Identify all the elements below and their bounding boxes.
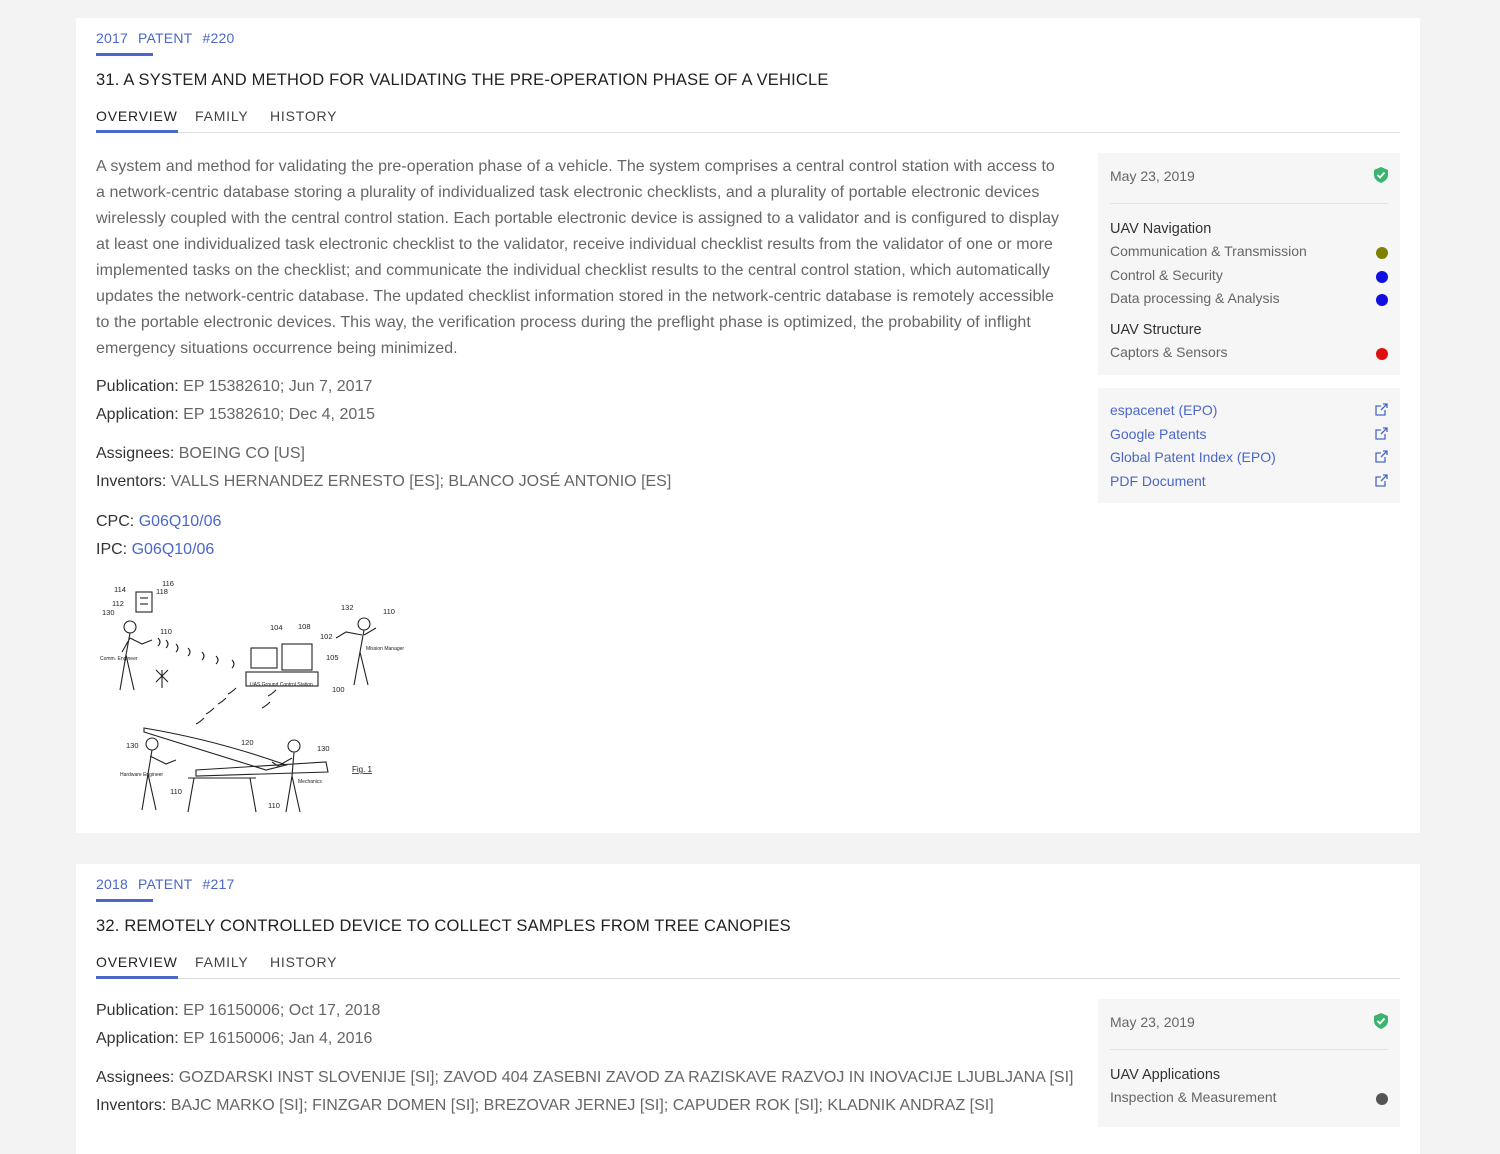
category-item xyxy=(1110,243,1388,259)
patent-kind[interactable]: PATENT xyxy=(138,30,193,46)
meta-underline xyxy=(96,53,153,56)
patent-card xyxy=(76,864,1420,1154)
verified-shield-icon xyxy=(1374,1013,1388,1029)
patent-abstract: A system and method for validating the pre-operation phase of a vehicle. The system comprises a central control station with access to a network-centric database storing a plurality of individualized task electronic checklists, and a plurality of portable electronic devices wirelessly coupled with the central control station. Each portable electronic device is assigned to a validator and is configured to display at least one individualized task electronic checklist to the validator, receive individual checklist results from the validator of one or more implemented tasks on the checklist; and communicate the individual checklist results to the central control station, which automatically updates the network-centric database. The updated checklist information stored in the network-centric database is remotely accessible to the portable electronic devices. This way, the verification process during the preflight phase is optimized, the probability of inflight emergency situations occurrence being minimized. xyxy=(96,158,1060,357)
drawing-label: 108 xyxy=(298,622,311,631)
assignees-label: Assignees: xyxy=(96,445,175,462)
tab-bar xyxy=(96,954,1400,979)
cpc-label: CPC: xyxy=(96,513,135,530)
divider xyxy=(1110,1049,1388,1050)
drawing-fig-caption: Fig. 1 xyxy=(352,765,373,774)
drawing-device-box xyxy=(136,592,152,612)
drawing-label: 100 xyxy=(332,685,345,694)
patent-title: 32. REMOTELY CONTROLLED DEVICE TO COLLECT SAMPLES FROM TREE CANOPIES xyxy=(96,917,791,935)
ipc-field xyxy=(96,541,214,559)
inventors-field xyxy=(96,1097,994,1115)
drawing-person-body xyxy=(336,628,376,685)
patent-card xyxy=(76,18,1420,833)
drawing-person-head xyxy=(288,740,300,752)
inventors-value: BAJC MARKO [SI]; FINZGAR DOMEN [SI]; BREZOVAR JERNEJ [SI]; CAPUDER ROK [SI]; KLADNIK ANDRAZ [SI] xyxy=(170,1097,994,1114)
drawing-drone-small xyxy=(156,670,168,688)
assignees-field xyxy=(96,1069,1073,1087)
assignees-value: BOEING CO [US] xyxy=(178,445,305,462)
category-item xyxy=(1110,1089,1388,1105)
links-box xyxy=(1098,388,1400,503)
inventors-value: VALLS HERNANDEZ ERNESTO [ES]; BLANCO JOSÉ ANTONIO [ES] xyxy=(170,473,672,490)
drawing-person-head xyxy=(124,621,136,633)
drawing-label: 130 xyxy=(126,741,139,750)
category-item-label: Inspection & Measurement xyxy=(1110,1089,1277,1105)
assignees-label: Assignees: xyxy=(96,1069,175,1086)
drawing-uav-stand xyxy=(188,778,256,812)
verified-shield-icon xyxy=(1374,167,1388,183)
drawing-label: 110 xyxy=(383,607,395,616)
ipc-link[interactable]: G06Q10/06 xyxy=(131,541,215,558)
patent-year[interactable]: 2017 xyxy=(96,30,128,46)
application-label: Application: xyxy=(96,1030,179,1047)
category-box xyxy=(1098,153,1400,375)
cpc-field xyxy=(96,513,221,531)
category-dot xyxy=(1376,247,1388,259)
drawing-label: 118 xyxy=(156,587,168,596)
drawing-monitor xyxy=(251,648,277,668)
tab-family[interactable]: FAMILY xyxy=(195,108,249,124)
application-field xyxy=(96,406,375,424)
drawing-person-head xyxy=(358,618,370,630)
drawing-label: 102 xyxy=(320,632,333,641)
category-item xyxy=(1110,344,1388,360)
external-link-icon[interactable] xyxy=(1375,474,1388,487)
drawing-database-box xyxy=(282,644,312,670)
external-link-icon[interactable] xyxy=(1375,427,1388,440)
drawing-label: 116 xyxy=(162,580,174,588)
application-label: Application: xyxy=(96,406,179,423)
link-global-patent-index[interactable] xyxy=(1110,449,1388,465)
patent-meta xyxy=(96,30,240,46)
drawing-waves-down xyxy=(196,688,276,724)
category-dot xyxy=(1376,294,1388,306)
category-heading: UAV Applications xyxy=(1110,1067,1221,1083)
drawing-label: 120 xyxy=(241,738,254,747)
category-item-label: Control & Security xyxy=(1110,267,1223,283)
category-item xyxy=(1110,267,1388,283)
tab-bar xyxy=(96,108,1400,133)
meta-underline xyxy=(96,899,153,902)
category-dot xyxy=(1376,348,1388,360)
application-value: EP 15382610; Dec 4, 2015 xyxy=(183,406,376,423)
publication-field xyxy=(96,378,372,396)
category-dot xyxy=(1376,271,1388,283)
tab-family[interactable]: FAMILY xyxy=(195,954,249,970)
drawing-caption: UAS Ground Control Station xyxy=(250,682,313,688)
link-pdf-document[interactable] xyxy=(1110,473,1388,489)
drawing-label: 110 xyxy=(160,627,172,636)
drawing-label: 104 xyxy=(270,623,283,632)
external-link-icon[interactable] xyxy=(1375,450,1388,463)
patent-kind[interactable]: PATENT xyxy=(138,876,193,892)
link-label[interactable]: Global Patent Index (EPO) xyxy=(1110,449,1276,465)
category-heading: UAV Structure xyxy=(1110,322,1202,338)
drawing-label: 114 xyxy=(114,585,126,594)
drawing-label: 110 xyxy=(170,787,182,796)
publication-value: EP 15382610; Jun 7, 2017 xyxy=(183,378,373,395)
category-item-label: Data processing & Analysis xyxy=(1110,290,1280,306)
inventors-field xyxy=(96,473,671,491)
category-box xyxy=(1098,999,1400,1127)
divider xyxy=(1110,203,1388,204)
tab-history[interactable]: HISTORY xyxy=(270,954,338,970)
tab-history[interactable]: HISTORY xyxy=(270,108,338,124)
patent-year[interactable]: 2018 xyxy=(96,876,128,892)
publication-field xyxy=(96,1002,380,1020)
drawing-label: 132 xyxy=(341,603,354,612)
patent-meta xyxy=(96,876,240,892)
patent-number[interactable]: #220 xyxy=(202,30,235,46)
category-item-label: Communication & Transmission xyxy=(1110,243,1307,259)
inventors-label: Inventors: xyxy=(96,1097,167,1114)
link-label[interactable]: PDF Document xyxy=(1110,473,1206,489)
application-value: EP 16150006; Jan 4, 2016 xyxy=(183,1030,373,1047)
application-field xyxy=(96,1030,372,1048)
drawing-label: 130 xyxy=(317,744,330,753)
drawing-caption: Comm. Engineer xyxy=(100,656,138,662)
patent-drawing xyxy=(96,580,406,820)
patent-date: May 23, 2019 xyxy=(1110,168,1195,184)
patent-date: May 23, 2019 xyxy=(1110,1014,1195,1030)
drawing-label: 112 xyxy=(112,599,124,608)
patent-number[interactable]: #217 xyxy=(202,876,235,892)
drawing-person-body xyxy=(142,750,176,810)
category-item xyxy=(1110,290,1388,306)
publication-label: Publication: xyxy=(96,378,179,395)
external-link-icon[interactable] xyxy=(1375,403,1388,416)
drawing-label: 130 xyxy=(102,608,115,617)
patent-title: 31. A SYSTEM AND METHOD FOR VALIDATING THE PRE-OPERATION PHASE OF A VEHICLE xyxy=(96,71,829,89)
tab-overview[interactable]: OVERVIEW xyxy=(96,954,178,970)
drawing-caption: Mission Manager xyxy=(366,646,405,652)
ipc-label: IPC: xyxy=(96,541,128,558)
link-google-patents[interactable] xyxy=(1110,426,1388,442)
assignees-value: GOZDARSKI INST SLOVENIJE [SI]; ZAVOD 404 ZASEBNI ZAVOD ZA RAZISKAVE RAZVOJ IN INOVACIJE LJUBLJANA [SI] xyxy=(178,1069,1074,1086)
category-item-label: Captors & Sensors xyxy=(1110,344,1228,360)
drawing-waves xyxy=(158,638,234,668)
inventors-label: Inventors: xyxy=(96,473,167,490)
drawing-person-head xyxy=(146,738,158,750)
link-espacenet[interactable] xyxy=(1110,402,1388,418)
cpc-link[interactable]: G06Q10/06 xyxy=(138,513,222,530)
publication-label: Publication: xyxy=(96,1002,179,1019)
link-label[interactable]: Google Patents xyxy=(1110,426,1207,442)
drawing-label: 105 xyxy=(326,653,339,662)
drawing-caption: Mechanics xyxy=(298,779,322,785)
drawing-label: 110 xyxy=(268,801,280,810)
category-heading: UAV Navigation xyxy=(1110,221,1212,237)
assignees-field xyxy=(96,445,305,463)
drawing-caption: Hardware Engineer xyxy=(120,772,164,778)
link-label[interactable]: espacenet (EPO) xyxy=(1110,402,1218,418)
publication-value: EP 16150006; Oct 17, 2018 xyxy=(183,1002,381,1019)
category-dot xyxy=(1376,1093,1388,1105)
tab-overview[interactable]: OVERVIEW xyxy=(96,108,178,124)
